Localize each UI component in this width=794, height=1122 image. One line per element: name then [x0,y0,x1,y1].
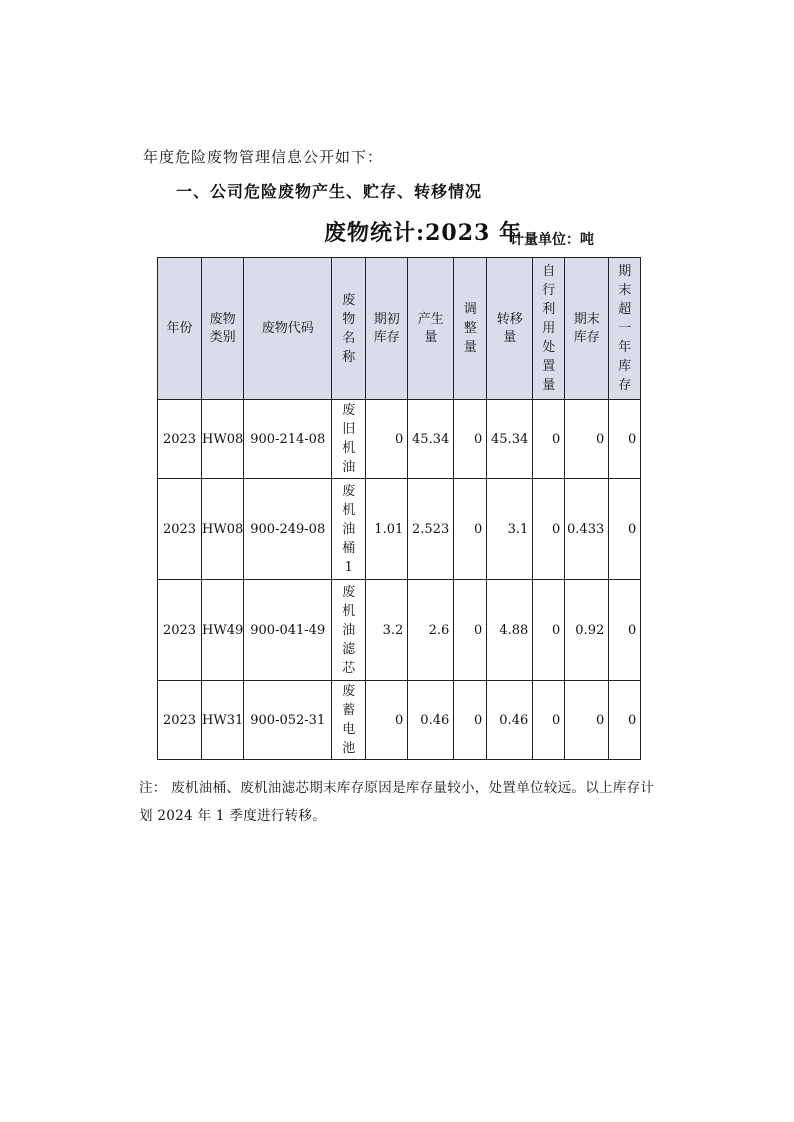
cell-code: 900-214-08 [244,400,332,479]
cell-self-disposal: 0 [533,479,565,580]
cell-adjusted: 0 [454,580,487,681]
cell-category: HW08 [202,400,244,479]
header-name: 废物名称 [332,258,366,400]
header-opening: 期初库存 [366,258,408,400]
header-produced: 产生量 [408,258,454,400]
header-year: 年份 [158,258,202,400]
cell-year: 2023 [158,400,202,479]
unit-label: 计量单位：吨 [510,232,594,248]
cell-name: 废机油滤芯 [332,580,366,681]
cell-transferred: 3.1 [487,479,533,580]
cell-transferred: 45.34 [487,400,533,479]
cell-year: 2023 [158,681,202,760]
cell-self-disposal: 0 [533,681,565,760]
cell-transferred: 0.46 [487,681,533,760]
header-transferred: 转移量 [487,258,533,400]
cell-over-one-year: 0 [609,479,641,580]
header-adjusted: 调整量 [454,258,487,400]
header-code: 废物代码 [244,258,332,400]
cell-opening: 0 [366,681,408,760]
table-row [158,479,641,580]
header-category: 废物类别 [202,258,244,400]
cell-over-one-year: 0 [609,580,641,681]
intro-text: 年度危险废物管理信息公开如下： [143,148,384,166]
cell-name: 废机油桶1 [332,479,366,580]
table-title: 废物统计:2023 年 [324,220,523,246]
cell-year: 2023 [158,580,202,681]
table-row [158,400,641,479]
cell-adjusted: 0 [454,400,487,479]
cell-adjusted: 0 [454,479,487,580]
cell-year: 2023 [158,479,202,580]
section-heading: 一、公司危险废物产生、贮存、转移情况 [176,182,483,201]
table-row [158,681,641,760]
header-self-disposal: 自行利用处置量 [533,258,565,400]
cell-self-disposal: 0 [533,400,565,479]
cell-produced: 45.34 [408,400,454,479]
waste-table [157,257,641,760]
cell-name: 废旧机油 [332,400,366,479]
cell-over-one-year: 0 [609,400,641,479]
table-row [158,580,641,681]
cell-transferred: 4.88 [487,580,533,681]
cell-code: 900-052-31 [244,681,332,760]
cell-closing: 0 [565,400,609,479]
cell-self-disposal: 0 [533,580,565,681]
cell-opening: 3.2 [366,580,408,681]
cell-over-one-year: 0 [609,681,641,760]
cell-opening: 1.01 [366,479,408,580]
cell-code: 900-249-08 [244,479,332,580]
cell-produced: 2.523 [408,479,454,580]
cell-produced: 0.46 [408,681,454,760]
cell-category: HW08 [202,479,244,580]
header-over-one-year: 期末超一年库存 [609,258,641,400]
cell-category: HW31 [202,681,244,760]
cell-adjusted: 0 [454,681,487,760]
cell-produced: 2.6 [408,580,454,681]
cell-closing: 0.433 [565,479,609,580]
header-row [158,258,641,400]
cell-code: 900-041-49 [244,580,332,681]
cell-closing: 0 [565,681,609,760]
cell-category: HW49 [202,580,244,681]
footnote: 注： 废机油桶、废机油滤芯期末库存原因是库存量较小，处置单位较远。以上库存计划 2024 年 1 季度进行转移。 [139,780,655,824]
cell-opening: 0 [366,400,408,479]
cell-closing: 0.92 [565,580,609,681]
cell-name: 废蓄电池 [332,681,366,760]
header-closing: 期末库存 [565,258,609,400]
